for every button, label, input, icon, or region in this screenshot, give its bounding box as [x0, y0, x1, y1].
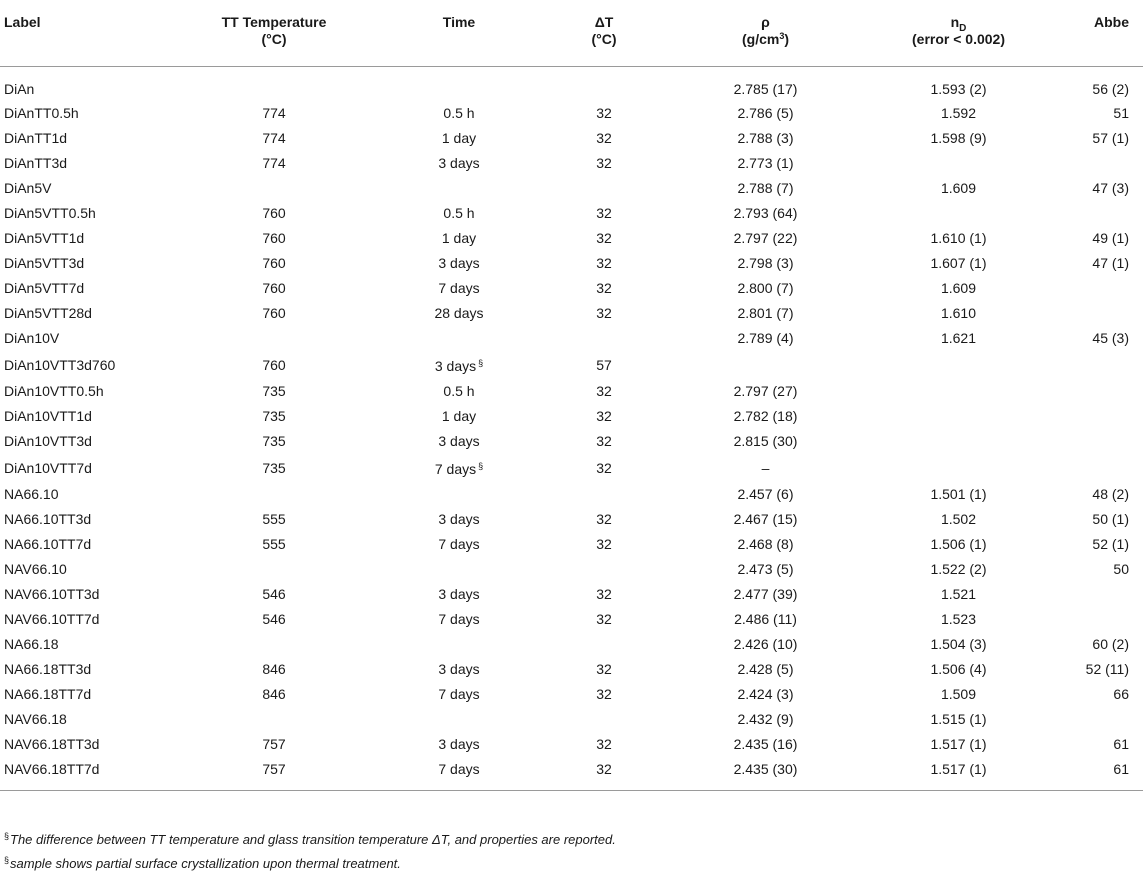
- cell-abbe: 47 (3): [1092, 180, 1129, 196]
- footnotes: [4, 826, 1134, 874]
- cell-time: 7 days: [438, 686, 480, 702]
- table-row: [0, 176, 1143, 201]
- cell-refractive-index: 1.523: [940, 611, 977, 627]
- cell-delta-t: 32: [596, 433, 612, 449]
- cell-time: 0.5 h: [443, 383, 475, 399]
- cell-refractive-index: 1.609: [940, 280, 977, 296]
- cell-abbe: [1054, 582, 1143, 607]
- cell-time: [378, 326, 540, 351]
- cell-delta-t: 32: [596, 305, 612, 321]
- cell-tt-temperature: 546: [262, 586, 286, 602]
- cell-abbe: 50: [1113, 561, 1129, 577]
- cell-delta-t: [540, 176, 668, 201]
- table-row: [0, 351, 1143, 379]
- cell-abbe: [1054, 201, 1143, 226]
- cell-abbe: 52 (11): [1085, 661, 1129, 677]
- cell-delta-t: 32: [596, 155, 612, 171]
- cell-density: 2.432 (9): [737, 711, 794, 727]
- cell-tt-temperature: 760: [262, 205, 286, 221]
- cell-tt-temperature: 846: [262, 661, 286, 677]
- cell-delta-t: 32: [596, 383, 612, 399]
- cell-tt-temperature: 757: [170, 757, 378, 791]
- cell-density: 2.797 (27): [733, 383, 798, 399]
- cell-density: 2.788 (3): [737, 130, 794, 146]
- cell-refractive-index: 1.592: [940, 105, 977, 121]
- cell-abbe: 47 (1): [1092, 255, 1129, 271]
- table-row: [0, 632, 1143, 657]
- cell-delta-t: [540, 326, 668, 351]
- header-density: ρ $(g/cm^3)$: [668, 0, 863, 67]
- cell-label: NA66.18: [4, 636, 59, 652]
- cell-delta-t: [540, 632, 668, 657]
- cell-tt-temperature: 735: [262, 383, 286, 399]
- cell-refractive-index: [863, 201, 1054, 226]
- cell-label: DiAn5VTT1d: [4, 230, 85, 246]
- cell-tt-temperature: 774: [262, 105, 286, 121]
- cell-abbe: 60 (2): [1092, 636, 1129, 652]
- cell-delta-t: 32: [596, 130, 612, 146]
- cell-density: 2.486 (11): [734, 611, 797, 627]
- cell-abbe: [1054, 301, 1143, 326]
- cell-label: DiAn10VTT7d: [4, 459, 92, 476]
- cell-delta-t: 32: [596, 511, 612, 527]
- cell-time: 1 day: [441, 408, 477, 424]
- cell-label: DiAn10V: [4, 330, 60, 346]
- cell-tt-temperature: [170, 482, 378, 507]
- header-delta-t: ΔT (°C): [540, 0, 668, 67]
- cell-time: [378, 176, 540, 201]
- cell-label: DiAnTT0.5h: [4, 105, 79, 121]
- cell-abbe: [1054, 404, 1143, 429]
- cell-refractive-index: 1.522 (2): [930, 561, 987, 577]
- cell-time: 3 days: [438, 433, 480, 449]
- table-row: [0, 532, 1143, 557]
- cell-label: NAV66.10TT3d: [4, 586, 100, 602]
- cell-delta-t: [540, 67, 668, 102]
- table-row: [0, 404, 1143, 429]
- cell-time: 7 days: [438, 611, 480, 627]
- cell-delta-t: 32: [540, 757, 668, 791]
- cell-density: 2.477 (39): [733, 586, 798, 602]
- cell-density: 2.468 (8): [737, 536, 794, 552]
- cell-abbe: 49 (1): [1092, 230, 1129, 246]
- cell-density: 2.785 (17): [733, 81, 798, 97]
- cell-delta-t: 32: [596, 611, 612, 627]
- cell-delta-t: [540, 707, 668, 732]
- table-body: [0, 67, 1143, 791]
- table-row: [0, 276, 1143, 301]
- cell-time: [378, 67, 540, 102]
- cell-tt-temperature: 735: [262, 459, 286, 476]
- cell-label: DiAn10VTT3d760: [4, 356, 116, 373]
- cell-refractive-index: [863, 351, 1054, 379]
- cell-density: 2.797 (22): [733, 230, 798, 246]
- cell-time: 7 days: [438, 536, 480, 552]
- cell-density: 2.782 (18): [733, 408, 798, 424]
- cell-delta-t: 32: [596, 536, 612, 552]
- cell-delta-t: 32: [596, 408, 612, 424]
- cell-label: NA66.10TT3d: [4, 511, 92, 527]
- cell-abbe: [1054, 429, 1143, 454]
- cell-abbe: 48 (2): [1092, 486, 1129, 502]
- cell-label: NA66.18TT3d: [4, 661, 92, 677]
- cell-tt-temperature: 760: [262, 255, 286, 271]
- cell-tt-temperature: [170, 326, 378, 351]
- cell-label: DiAn: [4, 81, 35, 97]
- cell-abbe: 57 (1): [1092, 130, 1129, 146]
- cell-density: 2.428 (5): [737, 661, 794, 677]
- cell-label: DiAnTT3d: [4, 155, 68, 171]
- cell-label: DiAnTT1d: [4, 130, 68, 146]
- cell-density: 2.788 (7): [737, 180, 794, 196]
- table-row: [0, 326, 1143, 351]
- cell-delta-t: 32: [596, 230, 612, 246]
- cell-abbe: 51: [1113, 105, 1129, 121]
- cell-time: 28 days: [434, 305, 484, 321]
- cell-abbe: 56 (2): [1092, 81, 1129, 97]
- cell-delta-t: 32: [596, 661, 612, 677]
- cell-time: 7 days §: [434, 461, 484, 477]
- cell-tt-temperature: 846: [262, 686, 286, 702]
- table-row: [0, 707, 1143, 732]
- cell-refractive-index: 1.598 (9): [930, 130, 987, 146]
- table-row: [0, 582, 1143, 607]
- cell-refractive-index: 1.517 (1): [930, 736, 987, 752]
- cell-abbe: [1054, 454, 1143, 482]
- cell-time: 3 days: [438, 511, 480, 527]
- cell-density: 2.773 (1): [737, 155, 794, 171]
- table-row: [0, 657, 1143, 682]
- table-row: [0, 732, 1143, 757]
- cell-tt-temperature: 760: [262, 280, 286, 296]
- table-row: [0, 101, 1143, 126]
- cell-abbe: 45 (3): [1092, 330, 1129, 346]
- cell-refractive-index: 1.607 (1): [930, 255, 987, 271]
- cell-tt-temperature: 735: [262, 433, 286, 449]
- cell-tt-temperature: [170, 176, 378, 201]
- cell-density: 2.467 (15): [733, 511, 798, 527]
- footnote-mark: §: [478, 461, 484, 471]
- table-row: [0, 379, 1143, 404]
- cell-density: –: [761, 459, 770, 476]
- table-row: [0, 429, 1143, 454]
- cell-label: DiAn10VTT1d: [4, 408, 92, 424]
- cell-refractive-index: [863, 454, 1054, 482]
- table-row: [0, 682, 1143, 707]
- cell-label: DiAn5VTT28d: [4, 305, 92, 321]
- table-header: [0, 0, 1143, 67]
- cell-delta-t: 32: [596, 586, 612, 602]
- cell-refractive-index: 1.506 (1): [930, 536, 987, 552]
- cell-delta-t: 32: [596, 255, 612, 271]
- cell-label: NAV66.18: [4, 711, 67, 727]
- cell-refractive-index: [863, 429, 1054, 454]
- cell-refractive-index: 1.501 (1): [930, 486, 987, 502]
- cell-density: 2.786 (5): [737, 105, 794, 121]
- cell-abbe: 61: [1054, 757, 1143, 791]
- cell-time: 0.5 h: [443, 205, 475, 221]
- cell-delta-t: 32: [596, 205, 612, 221]
- cell-time: 3 days: [438, 155, 480, 171]
- cell-abbe: [1054, 607, 1143, 632]
- cell-density: 2.424 (3): [737, 686, 794, 702]
- cell-refractive-index: 1.610: [940, 305, 977, 321]
- cell-refractive-index: 1.515 (1): [930, 711, 987, 727]
- cell-abbe: [1054, 276, 1143, 301]
- cell-label: NA66.18TT7d: [4, 686, 92, 702]
- table-row: [0, 757, 1143, 791]
- cell-label: DiAn5V: [4, 180, 52, 196]
- cell-delta-t: [540, 482, 668, 507]
- cell-abbe: [1054, 379, 1143, 404]
- cell-refractive-index: 1.521: [940, 586, 977, 602]
- cell-label: NAV66.18TT7d: [0, 757, 170, 791]
- cell-abbe: 50 (1): [1092, 511, 1129, 527]
- header-refractive-index: $n_D$ (error < 0.002): [863, 0, 1054, 67]
- cell-delta-t: 32: [596, 736, 612, 752]
- table-row: [0, 507, 1143, 532]
- header-time: Time: [378, 0, 540, 67]
- cell-refractive-index: 1.610 (1): [930, 230, 987, 246]
- table-row: [0, 607, 1143, 632]
- cell-time: 3 days: [438, 255, 480, 271]
- cell-density: 2.798 (3): [737, 255, 794, 271]
- cell-tt-temperature: 760: [262, 356, 286, 373]
- cell-time: [378, 707, 540, 732]
- cell-tt-temperature: 555: [262, 511, 286, 527]
- cell-abbe: 66: [1113, 686, 1129, 702]
- cell-density: 2.457 (6): [737, 486, 794, 502]
- cell-time: 7 days: [378, 757, 540, 791]
- table-row: [0, 557, 1143, 582]
- cell-time: 7 days: [438, 280, 480, 296]
- table-row: [0, 151, 1143, 176]
- header-abbe: Abbe: [1054, 0, 1143, 67]
- cell-time: 1 day: [441, 230, 477, 246]
- cell-time: [378, 557, 540, 582]
- cell-refractive-index: 1.504 (3): [930, 636, 987, 652]
- cell-tt-temperature: [170, 707, 378, 732]
- cell-abbe: 52 (1): [1092, 536, 1129, 552]
- cell-label: DiAn5VTT7d: [4, 280, 85, 296]
- footnote-2: §sample shows partial surface crystallization upon thermal treatment.: [4, 855, 401, 871]
- cell-label: NAV66.10: [4, 561, 67, 577]
- cell-time: [378, 482, 540, 507]
- cell-refractive-index: [863, 404, 1054, 429]
- cell-tt-temperature: 546: [262, 611, 286, 627]
- cell-density: 2.435 (30): [668, 757, 863, 791]
- cell-abbe: [1054, 151, 1143, 176]
- cell-delta-t: 32: [596, 459, 612, 476]
- cell-label: NAV66.18TT3d: [4, 736, 100, 752]
- cell-refractive-index: 1.593 (2): [930, 81, 987, 97]
- cell-tt-temperature: 555: [262, 536, 286, 552]
- cell-delta-t: 32: [596, 686, 612, 702]
- cell-density: 2.815 (30): [733, 433, 798, 449]
- cell-refractive-index: [863, 151, 1054, 176]
- cell-abbe: 61: [1113, 736, 1129, 752]
- cell-density: 2.789 (4): [737, 330, 794, 346]
- cell-time: 1 day: [441, 130, 477, 146]
- cell-refractive-index: 1.502: [940, 511, 977, 527]
- cell-delta-t: 32: [596, 280, 612, 296]
- cell-refractive-index: 1.621: [940, 330, 977, 346]
- cell-refractive-index: [863, 379, 1054, 404]
- cell-delta-t: [540, 557, 668, 582]
- cell-tt-temperature: [170, 67, 378, 102]
- table-row: [0, 301, 1143, 326]
- header-label: Label: [0, 0, 170, 67]
- cell-density: 2.793 (64): [733, 205, 798, 221]
- cell-time: 3 days: [438, 661, 480, 677]
- cell-tt-temperature: [170, 632, 378, 657]
- cell-refractive-index: 1.506 (4): [930, 661, 987, 677]
- cell-tt-temperature: 757: [262, 736, 286, 752]
- cell-label: NA66.10TT7d: [4, 536, 92, 552]
- table-row: [0, 201, 1143, 226]
- table-row: [0, 251, 1143, 276]
- cell-density: 2.800 (7): [737, 280, 794, 296]
- cell-abbe: [1054, 351, 1143, 379]
- table-row: [0, 454, 1143, 482]
- cell-time: 3 days §: [434, 358, 484, 374]
- cell-refractive-index: 1.517 (1): [863, 757, 1054, 791]
- footnote-mark: §: [478, 358, 484, 368]
- cell-refractive-index: 1.509: [940, 686, 977, 702]
- table-row: [0, 482, 1143, 507]
- cell-refractive-index: 1.609: [940, 180, 977, 196]
- cell-label: NAV66.10TT7d: [4, 611, 100, 627]
- cell-density: 2.435 (16): [733, 736, 798, 752]
- cell-label: DiAn5VTT0.5h: [4, 205, 96, 221]
- cell-tt-temperature: 735: [262, 408, 286, 424]
- cell-tt-temperature: 774: [262, 155, 286, 171]
- cell-time: 0.5 h: [443, 105, 475, 121]
- cell-time: 3 days: [438, 586, 480, 602]
- cell-density: 2.426 (10): [733, 636, 798, 652]
- cell-tt-temperature: 760: [262, 305, 286, 321]
- cell-abbe: [1054, 707, 1143, 732]
- header-tt-temperature: TT Temperature (°C): [170, 0, 378, 67]
- cell-density: [668, 351, 863, 379]
- cell-density: 2.801 (7): [737, 305, 794, 321]
- cell-label: DiAn10VTT0.5h: [4, 383, 104, 399]
- cell-label: DiAn5VTT3d: [4, 255, 85, 271]
- cell-delta-t: 57: [596, 356, 612, 373]
- cell-label: DiAn10VTT3d: [4, 433, 92, 449]
- cell-tt-temperature: [170, 557, 378, 582]
- cell-delta-t: 32: [596, 105, 612, 121]
- cell-time: 3 days: [438, 736, 480, 752]
- cell-time: [378, 632, 540, 657]
- footnote-1: §The difference between TT temperature and glass transition temperature ΔT, and properties are reported.: [4, 831, 616, 847]
- table-row: [0, 126, 1143, 151]
- table-row: [0, 226, 1143, 251]
- cell-density: 2.473 (5): [737, 561, 794, 577]
- table-row: [0, 67, 1143, 102]
- cell-label: NA66.10: [4, 486, 59, 502]
- cell-tt-temperature: 774: [262, 130, 286, 146]
- cell-tt-temperature: 760: [262, 230, 286, 246]
